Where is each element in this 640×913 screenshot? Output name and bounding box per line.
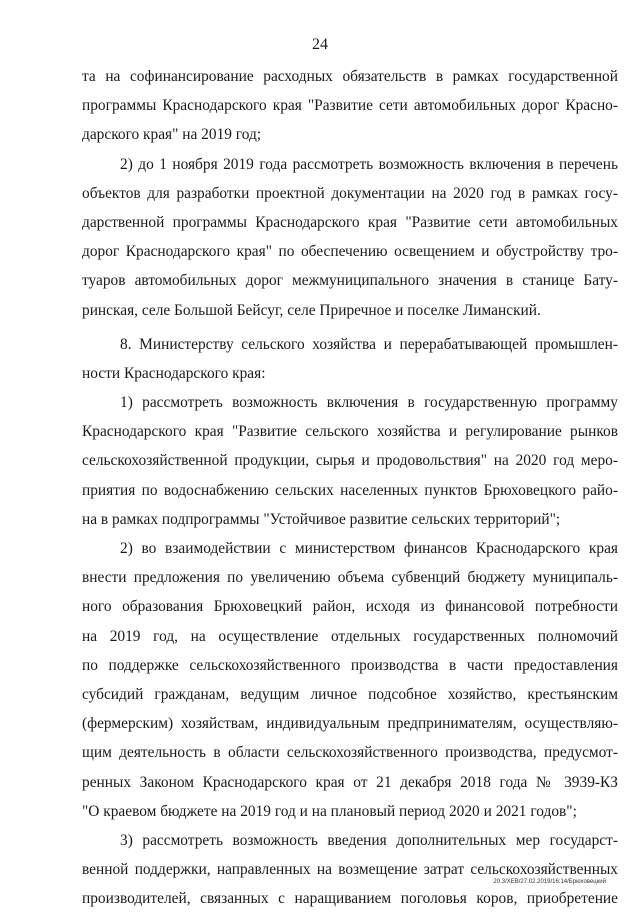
text-line: 2) во взаимодействии с министерством финансов Краснодарского края bbox=[120, 540, 618, 557]
page-number: 24 bbox=[312, 36, 328, 53]
text-line: венной поддержки, направленных на возмещение затрат сельскохозяйственных bbox=[82, 861, 618, 879]
text-line: ренных Законом Краснодарского края от 21 декабря 2018 года № 3939-КЗ bbox=[82, 773, 618, 791]
text-line: дарского края" на 2019 год; bbox=[82, 126, 262, 144]
text-line: дарственной программы Краснодарского края "Развитие сети автомобильных bbox=[82, 213, 618, 231]
text-line: субсидий гражданам, ведущим личное подсобное хозяйство, крестьянским bbox=[82, 685, 618, 703]
text-line: "О краевом бюджете на 2019 год и на плановый период 2020 и 2021 годов"; bbox=[82, 802, 577, 820]
text-line: дорог Краснодарского края" по обеспечению освещением и обустройству тро- bbox=[82, 243, 618, 261]
text-line: 2) до 1 ноября 2019 года рассмотреть возможность включения в перечень bbox=[120, 155, 618, 173]
document-body bbox=[82, 62, 618, 913]
text-line: по поддержке сельскохозяйственного производства в части предоставления bbox=[82, 656, 618, 674]
text-line: туаров автомобильных дорог межмуниципального значения в станице Бату- bbox=[82, 272, 618, 290]
text-line: 1) рассмотреть возможность включения в государственную программу bbox=[120, 394, 618, 412]
text-line: 3) рассмотреть возможность введения дополнительных мер государст- bbox=[120, 831, 618, 849]
document-registration-stamp: 20.3/ХЕВ/27.02.2019/16:14/Брюховецкий bbox=[493, 879, 606, 885]
text-line: ринская, селе Большой Бейсуг, селе Приречное и поселке Лиманский. bbox=[82, 301, 541, 319]
text-line: Краснодарского края "Развитие сельского хозяйства и регулирование рынков bbox=[82, 423, 618, 441]
text-line: приятия по водоснабжению сельских населенных пунктов Брюховецкого райо- bbox=[82, 481, 618, 499]
text-line: объектов для разработки проектной документации на 2020 год в рамках госу- bbox=[82, 184, 618, 202]
text-line: на в рамках подпрограммы "Устойчивое развитие сельских территорий"; bbox=[82, 510, 561, 528]
text-line: на 2019 год, на осуществление отдельных государственных полномочий bbox=[82, 627, 618, 645]
text-line: внести предложения по увеличению объема субвенций бюджету муниципаль- bbox=[82, 569, 618, 587]
text-line: программы Краснодарского края "Развитие сети автомобильных дорог Красно- bbox=[82, 97, 618, 115]
text-line: та на софинансирование расходных обязательств в рамках государственной bbox=[82, 68, 618, 85]
text-line: 8. Министерству сельского хозяйства и перерабатывающей промышлен- bbox=[120, 335, 618, 353]
text-line: производителей, связанных с наращиванием поголовья коров, приобретение bbox=[82, 890, 618, 908]
text-line: ности Краснодарского края: bbox=[82, 364, 266, 382]
text-line: щим деятельность в области сельскохозяйственного производства, предусмот- bbox=[82, 744, 618, 762]
text-line: (фермерским) хозяйствам, индивидуальным предпринимателям, осуществляю- bbox=[82, 715, 618, 733]
text-line: сельскохозяйственной продукции, сырья и продовольствия" на 2020 год меро- bbox=[82, 452, 618, 470]
text-line: ного образования Брюховецкий район, исходя из финансовой потребности bbox=[82, 598, 618, 616]
